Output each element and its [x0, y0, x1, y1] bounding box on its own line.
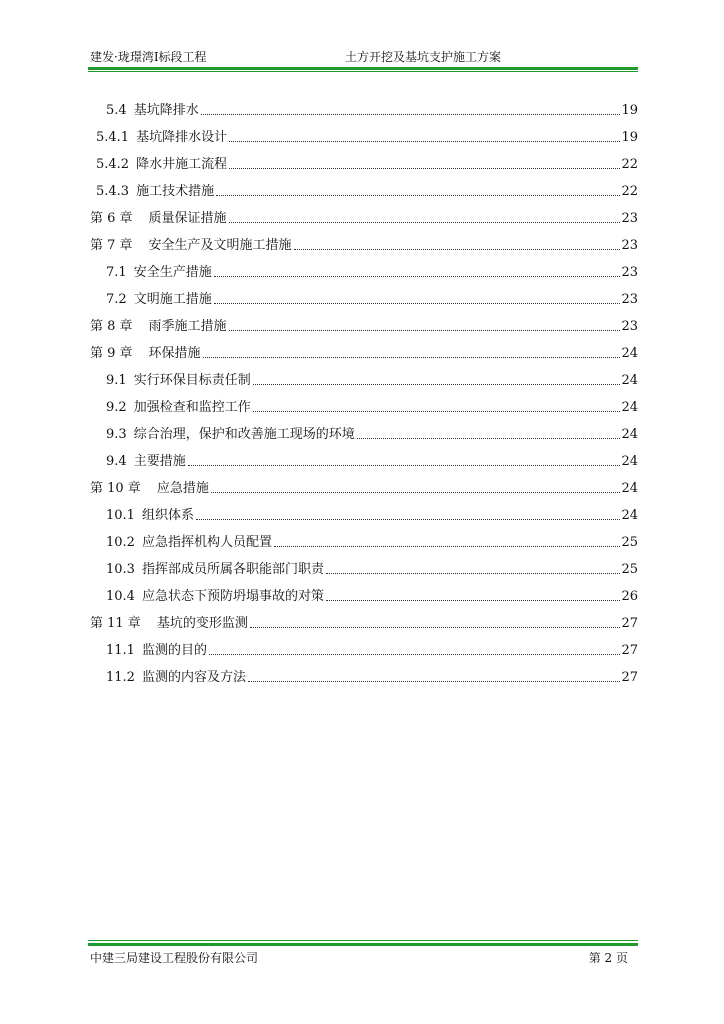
toc-entry-number: 5.4.3 [96, 184, 130, 199]
toc-entry-page: 24 [621, 481, 638, 496]
toc-entry-title: 环保措施 [148, 346, 201, 361]
toc-dot-leader [326, 573, 620, 574]
footer-company-name: 中建三局建设工程股份有限公司 [90, 951, 259, 965]
toc-entry-page: 24 [621, 346, 638, 361]
toc-entry-number: 5.4.1 [96, 130, 130, 145]
toc-entry-page: 24 [621, 427, 638, 442]
toc-dot-leader [201, 114, 621, 115]
toc-entry-number: 11.1 [106, 643, 135, 658]
table-of-contents [90, 92, 638, 686]
toc-entry-title: 基坑降排水 [133, 103, 199, 118]
toc-entry[interactable] [90, 605, 638, 632]
toc-dot-leader [211, 492, 621, 493]
toc-entry[interactable] [90, 146, 638, 173]
toc-entry-number: 9.4 [106, 454, 127, 469]
toc-entry-title: 基坑降排水设计 [136, 130, 228, 145]
toc-dot-leader [229, 141, 620, 142]
header-rule-thick [88, 67, 638, 70]
footer-page-number: 第 2 页 [588, 951, 628, 965]
toc-entry[interactable] [90, 200, 638, 227]
toc-entry-title: 质量保证措施 [148, 211, 227, 226]
toc-entry[interactable] [90, 551, 638, 578]
toc-entry-title: 施工技术措施 [136, 184, 215, 199]
toc-entry-number: 10.4 [106, 589, 135, 604]
toc-entry-page: 25 [621, 562, 638, 577]
toc-entry-number: 7.2 [106, 292, 127, 307]
toc-entry-title: 主要措施 [133, 454, 186, 469]
toc-entry-number: 第 9 章 [90, 346, 133, 361]
toc-entry[interactable] [90, 416, 638, 443]
toc-dot-leader [216, 195, 620, 196]
toc-entry[interactable] [90, 92, 638, 119]
toc-dot-leader [214, 276, 621, 277]
toc-entry-page: 27 [621, 670, 638, 685]
toc-entry-title: 应急措施 [156, 481, 209, 496]
toc-entry-title: 加强检查和监控工作 [133, 400, 251, 415]
toc-entry[interactable] [90, 335, 638, 362]
toc-dot-leader [209, 654, 620, 655]
toc-dot-leader [203, 357, 621, 358]
toc-entry-page: 23 [621, 265, 638, 280]
toc-dot-leader [248, 681, 620, 682]
toc-entry-page: 22 [621, 157, 638, 172]
toc-entry-title: 应急状态下预防坍塌事故的对策 [141, 589, 324, 604]
toc-entry-number: 9.2 [106, 400, 127, 415]
toc-entry-title: 指挥部成员所属各职能部门职责 [141, 562, 324, 577]
toc-dot-leader [294, 249, 621, 250]
toc-entry-number: 第 10 章 [90, 481, 141, 496]
toc-entry-number: 5.4 [106, 103, 127, 118]
toc-entry-title: 综合治理，保护和改善施工现场的环境 [133, 427, 355, 442]
header-rule-thin [88, 71, 638, 72]
toc-entry-page: 24 [621, 508, 638, 523]
header-document-title: 土方开挖及基坑支护施工方案 [345, 50, 502, 64]
toc-dot-leader [326, 600, 620, 601]
toc-entry[interactable] [90, 659, 638, 686]
toc-entry[interactable] [90, 389, 638, 416]
toc-entry-title: 应急指挥机构人员配置 [141, 535, 272, 550]
toc-dot-leader [229, 330, 621, 331]
toc-entry[interactable] [90, 308, 638, 335]
toc-dot-leader [188, 465, 621, 466]
page-header [90, 49, 638, 65]
toc-entry[interactable] [90, 443, 638, 470]
toc-entry-title: 文明施工措施 [133, 292, 212, 307]
toc-entry-page: 24 [621, 373, 638, 388]
toc-dot-leader [253, 411, 621, 412]
toc-entry-page: 26 [621, 589, 638, 604]
toc-dot-leader [196, 519, 620, 520]
toc-dot-leader [250, 627, 621, 628]
toc-entry[interactable] [90, 578, 638, 605]
toc-entry-page: 24 [621, 454, 638, 469]
toc-entry-number: 10.3 [106, 562, 135, 577]
toc-entry-page: 23 [621, 211, 638, 226]
toc-entry-title: 监测的内容及方法 [141, 670, 246, 685]
toc-entry-page: 27 [621, 643, 638, 658]
toc-entry-title: 雨季施工措施 [148, 319, 227, 334]
toc-entry-page: 23 [621, 292, 638, 307]
toc-entry-title: 降水井施工流程 [136, 157, 228, 172]
toc-entry-title: 安全生产措施 [133, 265, 212, 280]
toc-entry[interactable] [90, 470, 638, 497]
toc-entry-page: 27 [621, 616, 638, 631]
toc-entry[interactable] [90, 227, 638, 254]
toc-entry-page: 19 [621, 130, 638, 145]
toc-dot-leader [253, 384, 621, 385]
toc-entry-number: 9.3 [106, 427, 127, 442]
toc-entry[interactable] [90, 632, 638, 659]
toc-entry-title: 监测的目的 [141, 643, 207, 658]
toc-dot-leader [214, 303, 621, 304]
toc-entry-number: 10.1 [106, 508, 135, 523]
toc-entry-number: 7.1 [106, 265, 127, 280]
toc-entry-page: 25 [621, 535, 638, 550]
toc-entry-number: 9.1 [106, 373, 127, 388]
toc-entry[interactable] [90, 119, 638, 146]
toc-entry-number: 10.2 [106, 535, 135, 550]
toc-entry[interactable] [90, 524, 638, 551]
toc-entry[interactable] [90, 281, 638, 308]
toc-entry[interactable] [90, 362, 638, 389]
toc-entry-title: 基坑的变形监测 [156, 616, 248, 631]
toc-dot-leader [229, 168, 620, 169]
toc-entry-title: 安全生产及文明施工措施 [148, 238, 292, 253]
toc-entry-title: 实行环保目标责任制 [133, 373, 251, 388]
toc-entry-number: 第 7 章 [90, 238, 133, 253]
toc-entry[interactable] [90, 497, 638, 524]
toc-entry-page: 22 [621, 184, 638, 199]
toc-entry[interactable] [90, 254, 638, 281]
toc-entry-number: 第 8 章 [90, 319, 133, 334]
header-project-name: 建发·珑璟湾I标段工程 [90, 50, 207, 64]
toc-entry-page: 23 [621, 319, 638, 334]
toc-entry-title: 组织体系 [141, 508, 194, 523]
toc-dot-leader [357, 438, 621, 439]
toc-entry-number: 第 11 章 [90, 616, 141, 631]
footer-rule-thick [88, 943, 638, 946]
toc-entry[interactable] [90, 173, 638, 200]
toc-entry-number: 第 6 章 [90, 211, 133, 226]
toc-entry-number: 11.2 [106, 670, 135, 685]
toc-entry-page: 19 [621, 103, 638, 118]
toc-entry-page: 24 [621, 400, 638, 415]
toc-dot-leader [274, 546, 620, 547]
toc-entry-page: 23 [621, 238, 638, 253]
footer-rule-thin [88, 940, 638, 941]
toc-dot-leader [229, 222, 621, 223]
toc-entry-number: 5.4.2 [96, 157, 130, 172]
